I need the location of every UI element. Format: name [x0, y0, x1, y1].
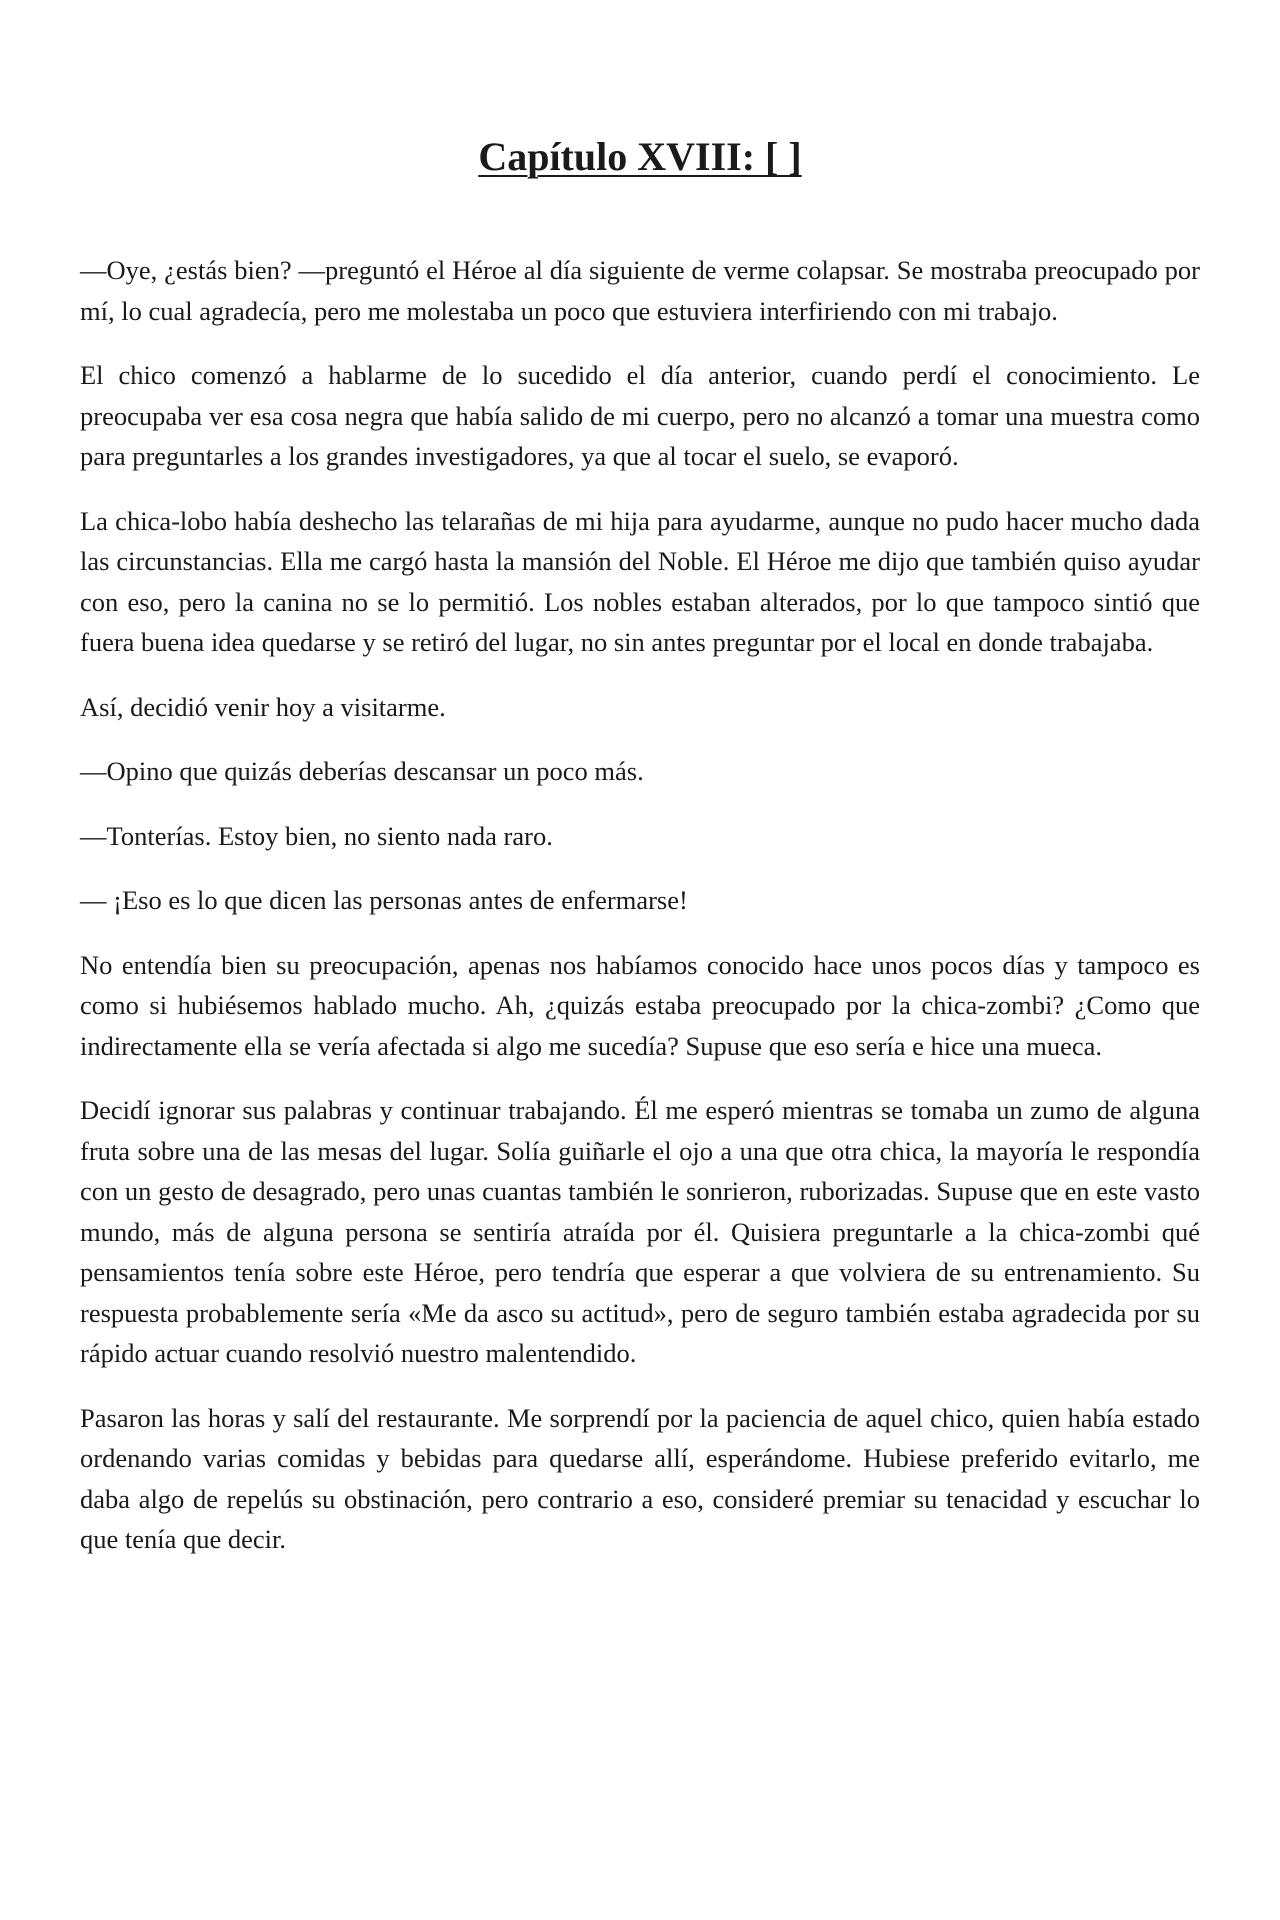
paragraph: Pasaron las horas y salí del restaurante. Me sorprendí por la paciencia de aquel chico, quien había estado ordenando varias comidas y bebidas para quedarse allí, esperándome. Hubiese preferido evitarlo, me daba algo de repelús su obstinación, pero contrario a eso, consideré premiar su tenacidad y escuchar lo que tenía que decir.: [80, 1402, 1200, 1554]
paragraph: El chico comenzó a hablarme de lo sucedido el día anterior, cuando perdí el conocimiento. Le preocupaba ver esa cosa negra que había salido de mi cuerpo, pero no alcanzó a tomar una muestra como para preguntarles a los grandes investigadores, ya que al tocar el suelo, se evaporó.: [80, 360, 1200, 471]
paragraph: La chica-lobo había deshecho las telarañas de mi hija para ayudarme, aunque no pudo hacer mucho dada las circunstancias. Ella me cargó hasta la mansión del Noble. El Héroe me dijo que también quiso ayudar con eso, pero la canina no se lo permitió. Los nobles estaban alterados, por lo que tampoco sintió que fuera buena idea quedarse y se retiró del lugar, no sin antes preguntar por el local en donde trabajaba.: [80, 505, 1200, 657]
paragraph: No entendía bien su preocupación, apenas nos habíamos conocido hace unos pocos días y tampoco es como si hubiésemos hablado mucho. Ah, ¿quizás estaba preocupado por la chica-zombi? ¿Como que indirectamente ella se vería afectada si algo me sucedía? Supuse que eso sería e hice una mueca.: [80, 949, 1200, 1061]
dialogue-line: — ¡Eso es lo que dicen las personas antes de enfermarse!: [80, 885, 688, 915]
chapter-body: [80, 250, 1200, 1584]
dialogue-line: —Opino que quizás deberías descansar un poco más.: [80, 756, 644, 786]
chapter-title: Capítulo XVIII: [ ]: [478, 134, 802, 179]
paragraph: Así, decidió venir hoy a visitarme.: [80, 691, 446, 722]
paragraph: —Oye, ¿estás bien? —preguntó el Héroe al día siguiente de verme colapsar. Se mostraba preocupado por mí, lo cual agradecía, pero me molestaba un poco que estuviera interfiriendo con mi trabajo.: [80, 255, 1200, 326]
dialogue-line: —Tonterías. Estoy bien, no siento nada raro.: [80, 820, 553, 851]
paragraph: Decidí ignorar sus palabras y continuar trabajando. Él me esperó mientras se tomaba un zumo de alguna fruta sobre una de las mesas del lugar. Solía guiñarle el ojo a una que otra chica, la mayoría le respondía con un gesto de desagrado, pero unas cuantas también le sonrieron, ruborizadas. Supuse que en este vasto mundo, más de alguna persona se sentiría atraída por él. Quisiera preguntarle a la chica-zombi qué pensamientos tenía sobre este Héroe, pero tendría que esperar a que volviera de su entrenamiento. Su respuesta probablemente sería «Me da asco su actitud», pero de seguro también estaba agradecida por su rápido actuar cuando resolvió nuestro malentendido.: [80, 1095, 1200, 1368]
